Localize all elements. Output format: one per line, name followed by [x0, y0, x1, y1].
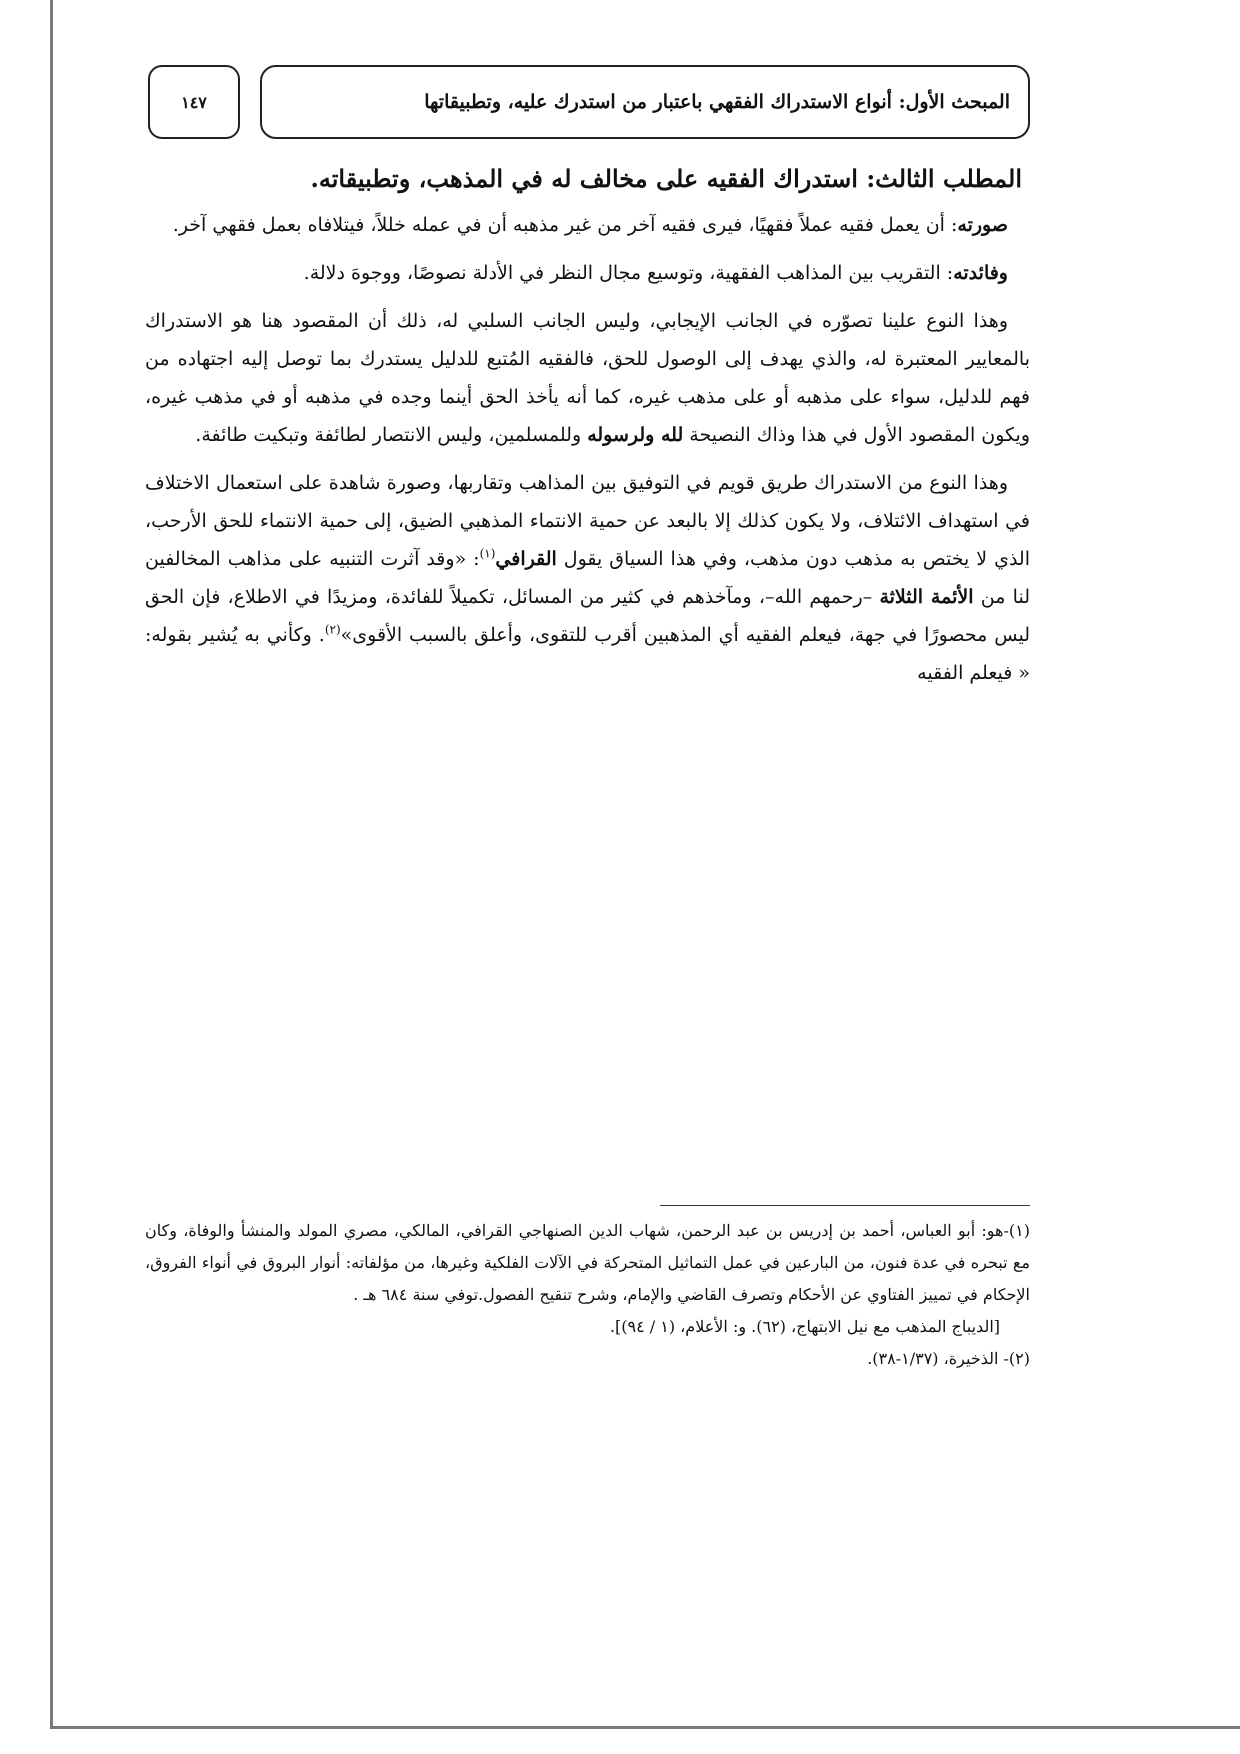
- section-heading: المطلب الثالث: استدراك الفقيه على مخالف له في المذهب، وتطبيقاته.: [310, 164, 1022, 193]
- text-run: –رحمهم الله–، ومآخذهم في كثير من المسائل، تكميلاً للفائدة، ومزيدًا في الاطلاع، فإن الحق ليس محصورًا في جهة، فيعلم الفقيه أي المذهبين أقرب للتقوى، وأعلق بالسبب الأقوى»: [145, 586, 1030, 647]
- paragraph-positive-aspect: [145, 302, 1030, 454]
- header-title: المبحث الأول: أنواع الاستدراك الفقهي باعتبار من استدرك عليه، وتطبيقاتها: [424, 91, 1010, 113]
- text-run-bold: الأئمة الثلاثة: [879, 586, 974, 609]
- footnote-1: (١)-هو: أبو العباس، أحمد بن إدريس بن عبد الرحمن، شهاب الدين الصنهاجي القرافي، المالكي، مصري المولد والمنشأ والوفاة، وكان مع تبحره في عدة فنون، من البارعين في عمل التماثيل المتحركة في الآلات الفلكية وغيرها، من مؤلفاته: أنوار البروق في أنواء الفروق، الإحكام في تمييز الفتاوي عن الأحكام وتصرف القاضي والإمام، وشرح تنقيح الفصول.توفي سنة ٦٨٤ هـ .: [145, 1221, 1030, 1304]
- benefit-label: وفائدته: [953, 262, 1008, 285]
- footnote-2: (٢)- الذخيرة، (١/٣٧-٣٨).: [867, 1349, 1030, 1368]
- running-header: [260, 65, 1030, 139]
- text-run: : «وقد آثرت التنبيه على مذاهب المخالفين لنا من: [145, 548, 1030, 609]
- footnote-ref-2[interactable]: (٢): [324, 623, 341, 638]
- form-label: صورته: [957, 214, 1008, 237]
- text-run: وهذا النوع من الاستدراك طريق قويم في التوفيق بين المذاهب وتقاربها، وصورة شاهدة على استعمال الاختلاف في استهداف الائتلاف، ولا يكون كذلك إلا بالبعد عن حمية الانتماء المذهبي الضيق، إلى حمية الانتماء للحق الأرحب، الذي لا يختص به مذهب دون مذهب، وفي هذا السياق يقول: [145, 472, 1030, 571]
- page-number: ١٤٧: [181, 92, 207, 112]
- paragraph-qarafi-quote: [145, 464, 1030, 692]
- author-name: القرافي: [495, 548, 557, 571]
- footnote-separator: [660, 1205, 1030, 1206]
- footnote-ref-1[interactable]: (١): [479, 547, 496, 562]
- form-text: : أن يعمل فقيه عملاً فقهيًا، فيرى فقيه آخر من غير مذهبه أن في عمله خللاً، فيتلافاه بعمل فقهي آخر.: [172, 214, 958, 237]
- text-run: وهذا النوع علينا تصوّره في الجانب الإيجابي، وليس الجانب السلبي له، ذلك أن المقصود هنا هو الاستدراك بالمعايير المعتبرة له، والذي يهدف إلى الوصول للحق، فالفقيه المُتبع للدليل يستدرك بما توصل إليه اجتهاده من فهم للدليل، سواء على مذهبه أو على مذهب غيره، كما أنه يأخذ الحق أينما وجده في مذهبه أو في مذهب غيره، ويكون المقصود الأول في هذا وذاك النصيحة: [145, 310, 1030, 447]
- text-run: وللمسلمين، وليس الانتصار لطائفة وتبكيت طائفة.: [195, 424, 588, 447]
- footnote-1-source: [الديباج المذهب مع نيل الابتهاج، (٦٢). و: الأعلام، (١ / ٩٤)].: [609, 1317, 1000, 1336]
- text-run: . وكأني به يُشير بقوله: « فيعلم الفقيه: [145, 624, 1030, 685]
- paragraph-form: [145, 206, 1030, 244]
- main-content: [145, 160, 1030, 702]
- page-number-box: [148, 65, 240, 139]
- paragraph-benefit: [145, 254, 1030, 292]
- text-run-bold: لله ولرسوله: [587, 424, 684, 447]
- benefit-text: : التقريب بين المذاهب الفقهية، وتوسيع مجال النظر في الأدلة نصوصًا، ووجوهَ دلالة.: [303, 262, 954, 285]
- footnotes: [145, 1215, 1030, 1375]
